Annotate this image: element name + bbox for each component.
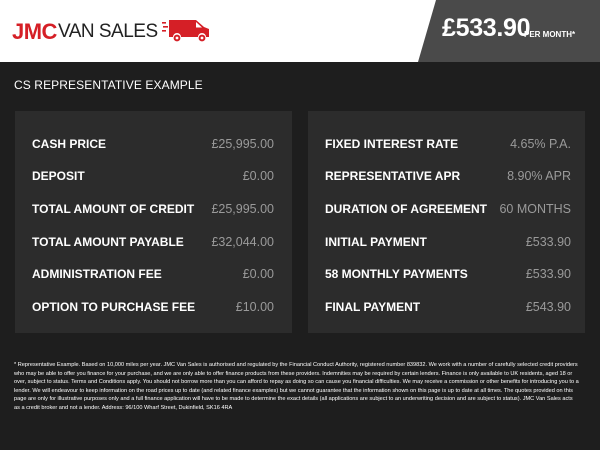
finance-row xyxy=(15,300,292,320)
finance-row xyxy=(308,267,585,287)
finance-row-value: £0.00 xyxy=(242,169,274,183)
finance-row-value: 8.90% APR xyxy=(507,169,571,183)
monthly-price: £533.90 xyxy=(442,14,531,42)
finance-row xyxy=(308,202,585,222)
finance-row xyxy=(308,137,585,157)
van-icon xyxy=(162,17,212,47)
finance-row-label: TOTAL AMOUNT PAYABLE xyxy=(32,235,184,249)
finance-row-label: TOTAL AMOUNT OF CREDIT xyxy=(32,202,195,216)
jmc-van-sales-logo[interactable] xyxy=(12,18,212,46)
finance-row-label: CASH PRICE xyxy=(32,137,107,151)
finance-row xyxy=(15,267,292,287)
finance-row-value: £25,995.00 xyxy=(211,137,274,151)
finance-row-value: £533.90 xyxy=(525,267,571,281)
finance-row-label: DEPOSIT xyxy=(32,169,85,183)
finance-row-value: £32,044.00 xyxy=(211,235,274,249)
finance-row xyxy=(308,169,585,189)
finance-row-label: DURATION OF AGREEMENT xyxy=(325,202,487,216)
finance-row-value: £533.90 xyxy=(525,235,571,249)
finance-row xyxy=(15,235,292,255)
finance-table-left xyxy=(15,111,292,333)
finance-row-value: £0.00 xyxy=(242,267,274,281)
finance-disclaimer: * Representative Example. Based on 10,000 miles per year. JMC Van Sales is authorised and regulated by the Financial Conduct Authority, registered number 839832. We work with a number of carefully selected credit providers who may be able to offer you finance for your purchase, and we are only able to offer finance products from these providers. Indemnities may be required by certain lenders. Finance is only available to UK residents, aged 18 or over, subject to status. Terms and Conditions apply. You should not borrow more than you can afford to repay as doing so can cause you financial difficulties. We may receive a commission or other benefits for introducing you to a lender. We will endeavour to keep information on the road prices up to date (and related finance examples) but we cannot guarantee that the information shown on this page is up to date at all times. The quotes provided on this page are only for illustrative purposes only and a full finance application will have to be made to determine the exact details (all applications are subject to an underwriting decision and are subject to status). JMC Van Sales acts as a credit broker and not a lender. Address: 96/100 Wharf Street, Dukinfield, SK16 4RA xyxy=(14,362,579,411)
logo-brand-text: JMC xyxy=(12,19,57,44)
logo-suffix-text: VAN SALES xyxy=(57,21,158,42)
finance-row xyxy=(15,137,292,157)
finance-row-value: 60 MONTHS xyxy=(499,202,571,216)
finance-row-value: £25,995.00 xyxy=(211,202,274,216)
finance-row-label: INITIAL PAYMENT xyxy=(325,235,427,249)
finance-row-label: REPRESENTATIVE APR xyxy=(325,169,461,183)
finance-row xyxy=(308,235,585,255)
finance-row-value: £543.90 xyxy=(525,300,571,314)
finance-row-value: £10.00 xyxy=(235,300,274,314)
finance-row xyxy=(15,202,292,222)
finance-row xyxy=(15,169,292,189)
finance-row-label: FIXED INTEREST RATE xyxy=(325,137,459,151)
header xyxy=(0,0,600,62)
per-month-label: PER MONTH* xyxy=(524,30,576,39)
finance-row-value: 4.65% P.A. xyxy=(510,137,571,151)
finance-row-label: ADMINISTRATION FEE xyxy=(32,267,162,281)
finance-row-label: 58 MONTHLY PAYMENTS xyxy=(325,267,468,281)
finance-row xyxy=(308,300,585,320)
finance-row-label: FINAL PAYMENT xyxy=(325,300,421,314)
finance-row-label: OPTION TO PURCHASE FEE xyxy=(32,300,196,314)
finance-table-right xyxy=(308,111,585,333)
section-title: CS REPRESENTATIVE EXAMPLE xyxy=(14,78,203,92)
